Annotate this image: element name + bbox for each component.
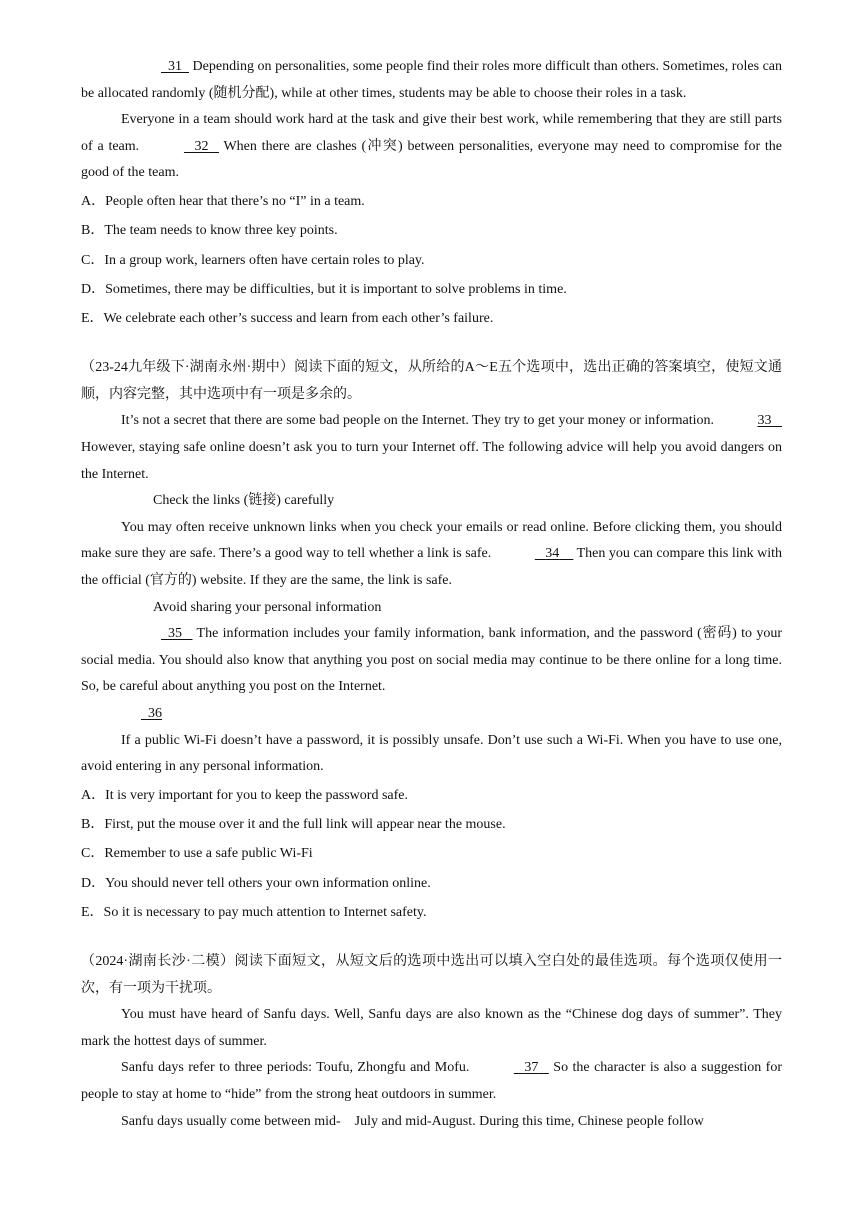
answer-blank-32[interactable]: 32 — [194, 138, 209, 154]
paragraph: 31 Depending on personalities, some people find their roles more difficult than others. Sometimes, roles can be allocated randomly (随机分配), while at other times, students may be able to choose their roles in a task. — [81, 54, 782, 107]
option-b: B．First, put the mouse over it and the full link will appear near the mouse. — [81, 817, 506, 833]
option-e: E．So it is necessary to pay much attention to Internet safety. — [81, 904, 427, 920]
section-heading: Avoid sharing your personal information — [153, 599, 382, 615]
paragraph: You may often receive unknown links when you check your emails or read online. Before clicking them, you should make sure they are safe. There’s a good way to tell whether a link is safe. 34 Then you can compare this link with the official (官方的) website. If they are the same, the link is safe. — [81, 519, 783, 589]
question-source: （23-24九年级下·湖南永州·期中）阅读下面的短文，从所给的A～E五个选项中，选出正确的答案填空，使短文通顺，内容完整，其中选项中有一项是多余的。 — [81, 360, 782, 403]
option-e: E．We celebrate each other’s success and learn from each other’s failure. — [81, 311, 494, 327]
answer-blank-35[interactable]: 35 — [168, 626, 182, 642]
answer-blank-36[interactable]: 36 — [148, 705, 162, 721]
question-source: （2024·湖南长沙·二模）阅读下面短文，从短文后的选项中选出可以填入空白处的最佳选项。每个选项仅使用一次，有一项为干扰项。 — [81, 954, 782, 997]
option-d: D．Sometimes, there may be difficulties, but it is important to solve problems in time. — [81, 281, 567, 297]
paragraph: You must have heard of Sanfu days. Well, Sanfu days are also known as the “Chinese dog days of summer”. They mark the hottest days of summer. — [81, 1007, 782, 1049]
option-d: D．You should never tell others your own information online. — [81, 875, 431, 891]
paragraph: If a public Wi-Fi doesn’t have a password, it is possibly unsafe. Don’t use such a Wi-Fi. When you have to use one, avoid entering in any personal information. — [81, 732, 782, 775]
option-c: C．In a group work, learners often have certain roles to play. — [81, 252, 425, 268]
paragraph: Sanfu days usually come between mid- July and mid-August. During this time, Chinese people follow — [121, 1113, 704, 1129]
answer-blank-33[interactable]: 33 — [757, 413, 772, 429]
option-a: A．People often hear that there’s no “I” in a team. — [81, 193, 365, 209]
option-c: C．Remember to use a safe public Wi-Fi — [81, 846, 313, 862]
paragraph: It’s not a secret that there are some bad people on the Internet. They try to get your money or information. 33 However, staying safe online doesn’t ask you to turn your Internet off. The following advice will help you avoid dangers on the Internet. — [81, 408, 782, 488]
paragraph: Everyone in a team should work hard at the task and give their best work, while remembering that they are still parts of a team. 32 When there are clashes (冲突) between personalities, everyone may need to compromise for the good of the team. — [81, 112, 782, 181]
document-page — [81, 54, 782, 1135]
answer-blank-31[interactable]: 31 — [168, 59, 182, 74]
answer-blank-34[interactable]: 34 — [545, 546, 560, 562]
section-heading: Check the links (链接) carefully — [153, 493, 335, 509]
heading-blank-line — [141, 701, 782, 728]
option-a: A．It is very important for you to keep the password safe. — [81, 787, 408, 803]
answer-blank-37[interactable]: 37 — [524, 1060, 539, 1076]
option-b: B．The team needs to know three key points. — [81, 223, 338, 239]
paragraph: 35 The information includes your family information, bank information, and the password (密码) to your social media. You should also know that anything you post on social media may continue to be there online for a long time. So, be careful about anything you post on the Internet. — [81, 621, 782, 701]
paragraph: Sanfu days refer to three periods: Toufu, Zhongfu and Mofu. 37 So the character is also a suggestion for people to stay at home to “hide” from the strong heat outdoors in summer. — [81, 1055, 782, 1108]
